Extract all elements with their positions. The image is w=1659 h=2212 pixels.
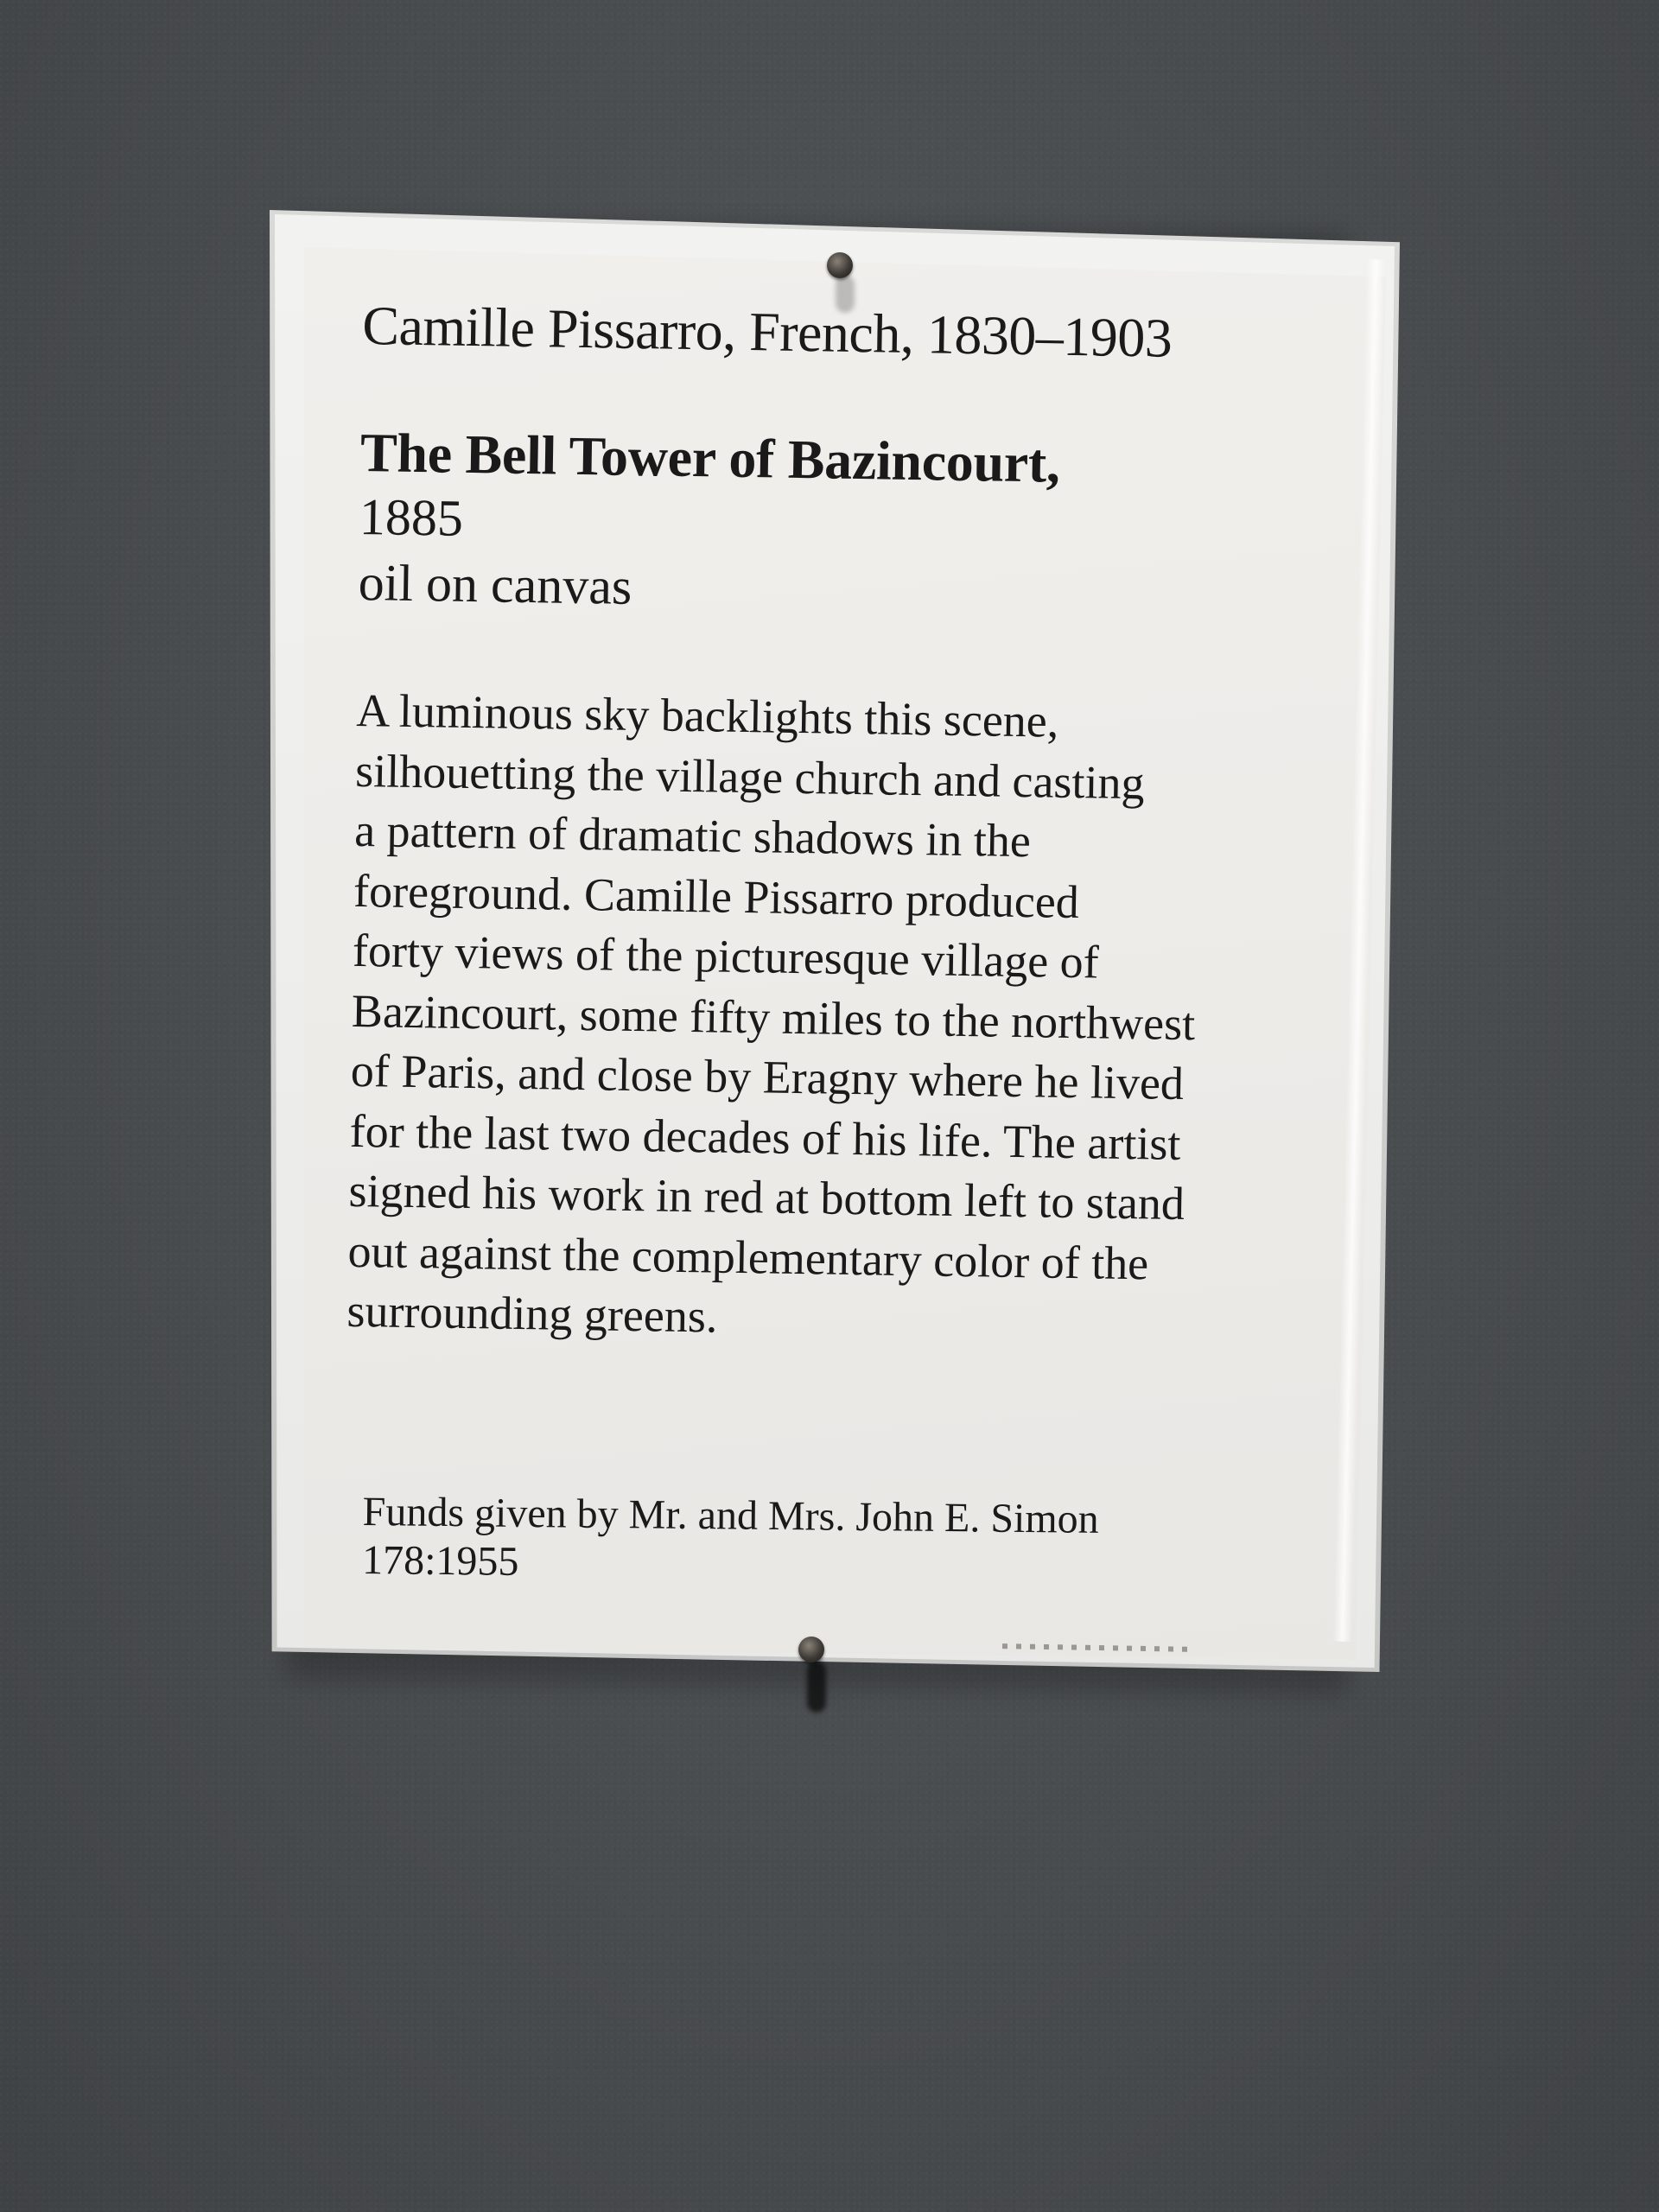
credit-block	[362, 1488, 1313, 1595]
description-line: for the last two decades of his life. The artist	[349, 1104, 1181, 1170]
credit-line: Funds given by Mr. and Mrs. John E. Simon	[362, 1489, 1099, 1542]
artwork-title: The Bell Tower of Bazincourt,	[359, 421, 1061, 494]
description-line: signed his work in red at bottom left to stand	[348, 1164, 1185, 1230]
artwork-medium: oil on canvas	[358, 553, 632, 615]
description-line: Bazincourt, some fifty miles to the northwest	[351, 984, 1196, 1050]
accession-number: 178:1955	[361, 1536, 519, 1585]
description-line: forty views of the picturesque village of	[352, 924, 1100, 988]
bottom-pin-icon	[798, 1637, 824, 1662]
artwork-year: 1885	[359, 487, 464, 547]
description-line: of Paris, and close by Eragny where he lived	[350, 1044, 1185, 1110]
bottom-pin-shadow	[807, 1661, 826, 1713]
description-line: out against the complementary color of the	[347, 1224, 1149, 1289]
artist-line: Camille Pissarro, French, 1830–1903	[361, 294, 1173, 369]
description-line: surrounding greens.	[346, 1284, 718, 1343]
top-pin-icon	[827, 252, 853, 278]
description-line: a pattern of dramatic shadows in the	[353, 804, 1032, 868]
artwork-description	[346, 681, 1316, 1357]
description-line: A luminous sky backlights this scene,	[355, 683, 1059, 747]
description-line: foreground. Camille Pissarro produced	[353, 864, 1080, 928]
description-line: silhouetting the village church and casting	[354, 744, 1145, 809]
label-text	[346, 294, 1339, 1357]
